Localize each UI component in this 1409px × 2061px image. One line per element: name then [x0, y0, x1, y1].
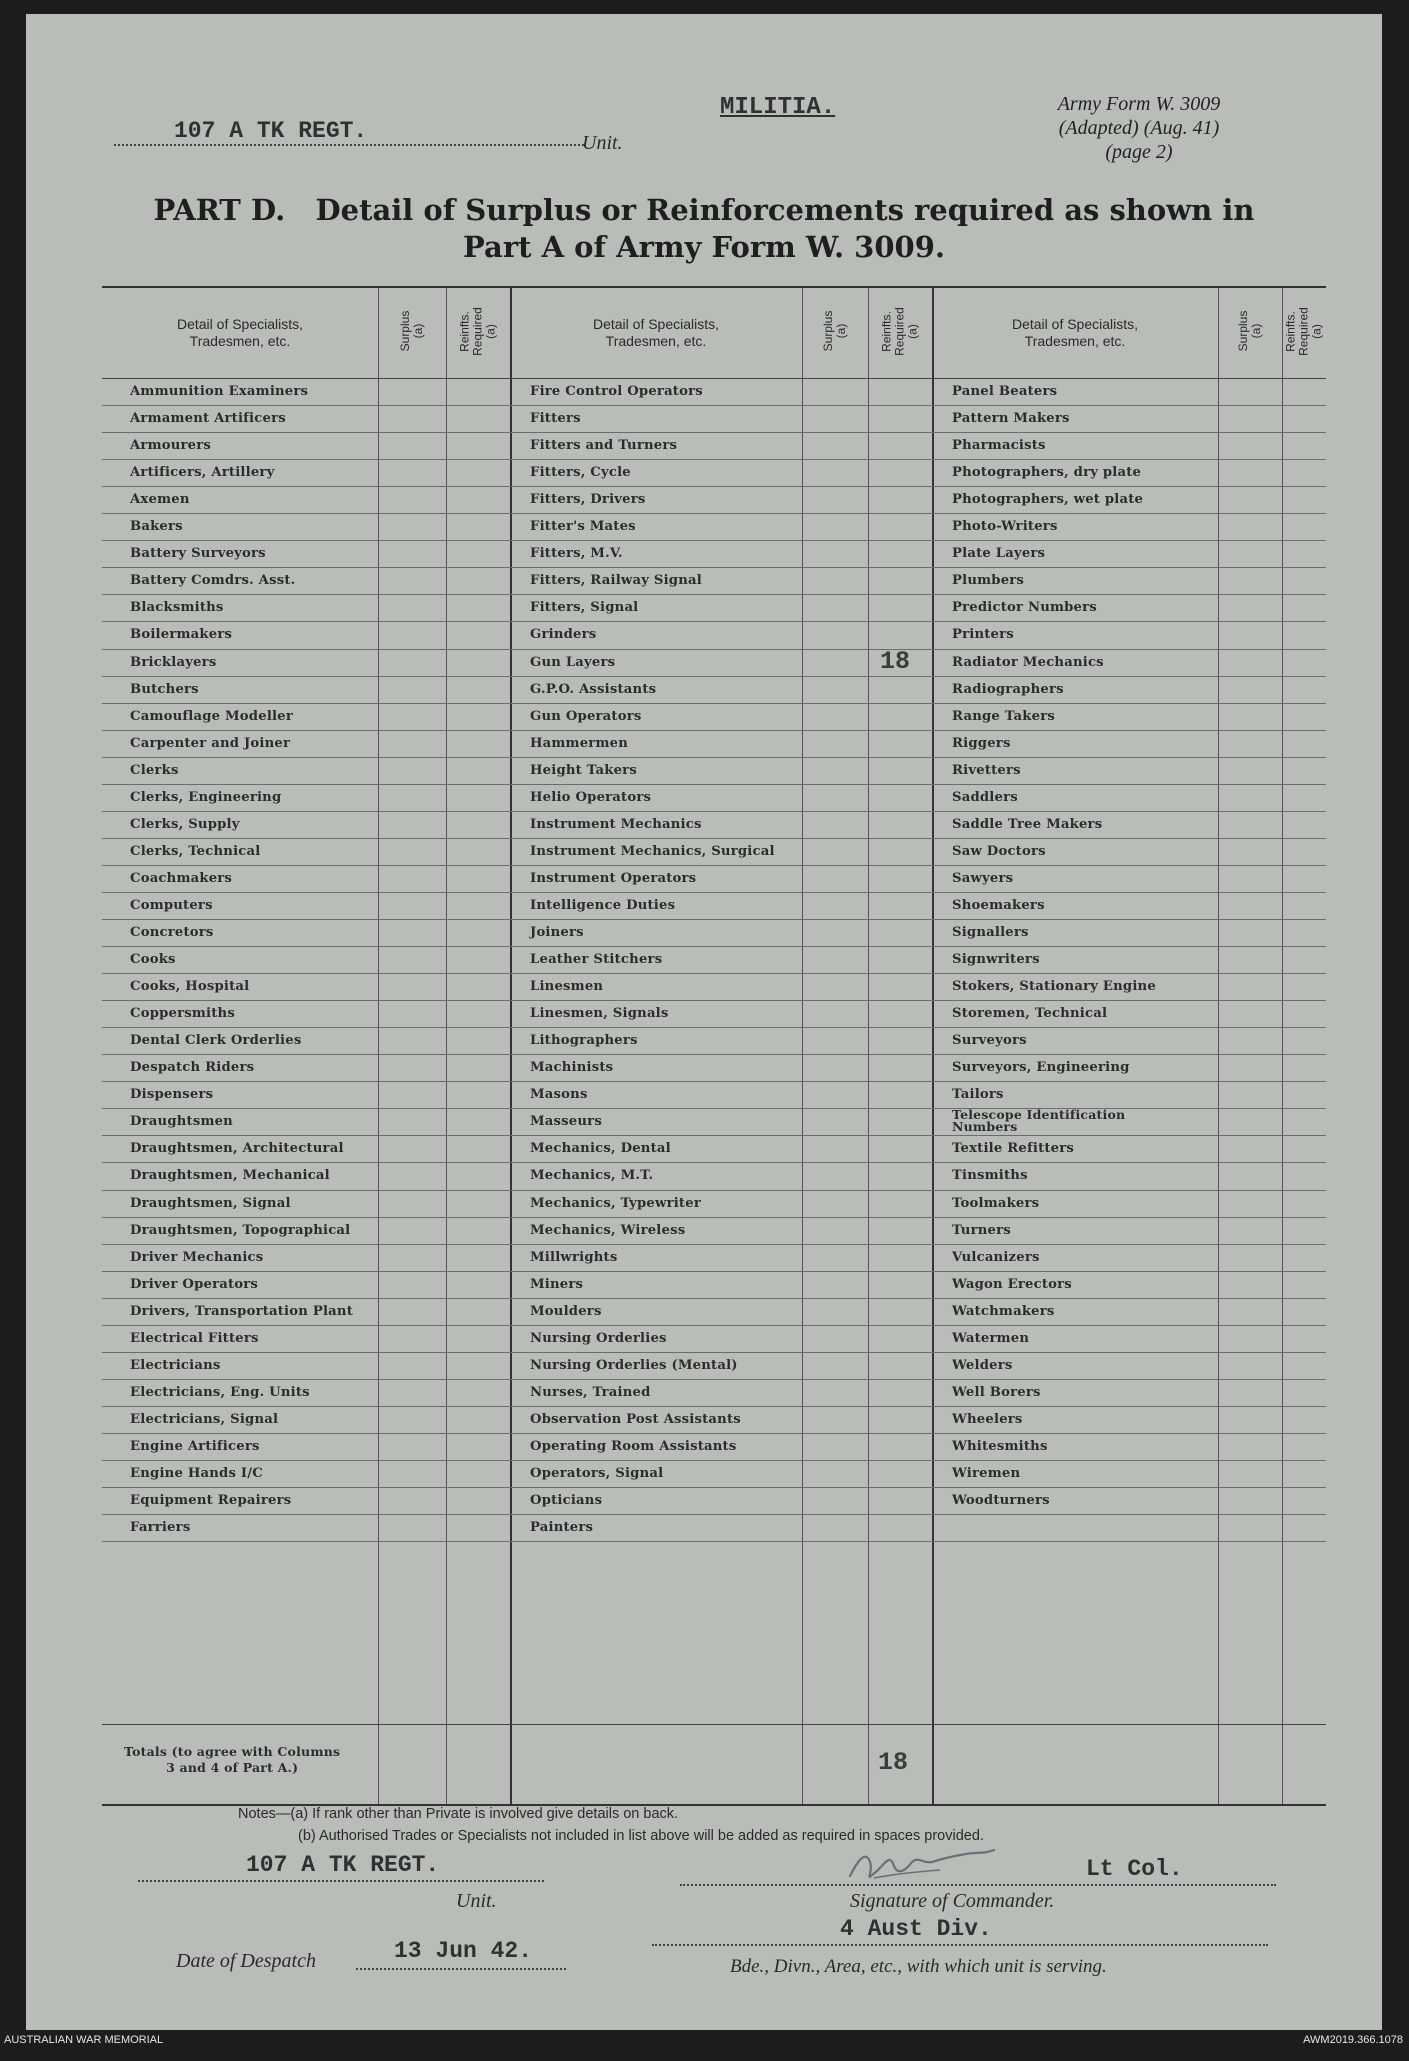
militia-stamp: MILITIA.	[720, 94, 836, 121]
unit-underline	[114, 144, 584, 146]
row-divider	[102, 513, 1326, 514]
column-header-surplus: Surplus (a)	[821, 310, 848, 352]
trade-name: Moulders	[530, 1303, 602, 1319]
trade-name: Battery Surveyors	[130, 546, 266, 562]
formation-label: Bde., Divn., Area, etc., with which unit is serving.	[730, 1956, 1107, 1977]
form-reference	[1014, 92, 1264, 164]
trade-name: Machinists	[530, 1060, 614, 1076]
signature-label: Signature of Commander.	[850, 1890, 1055, 1912]
row-divider	[102, 730, 1326, 731]
page-title	[26, 192, 1382, 266]
trade-name: Instrument Mechanics	[530, 816, 702, 832]
column-header-reinfts: Reinfts. Required (a)	[879, 307, 920, 356]
trade-name: Stokers, Stationary Engine	[952, 979, 1156, 995]
title-line-2: Part A of Army Form W. 3009.	[463, 230, 945, 264]
footer-unit-label: Unit.	[456, 1890, 497, 1912]
trade-name: Fitters, Cycle	[530, 465, 631, 481]
trade-name: Printers	[952, 627, 1014, 643]
column-header-reinfts: Reinfts. Required (a)	[457, 307, 498, 356]
trade-name: Fitters, Signal	[530, 600, 639, 616]
row-divider	[102, 1298, 1326, 1299]
trade-name: Watchmakers	[952, 1303, 1055, 1319]
column-divider	[446, 288, 447, 1804]
trade-name: Lithographers	[530, 1033, 638, 1049]
trade-name: Hammermen	[530, 735, 628, 751]
trade-name: Toolmakers	[952, 1195, 1040, 1211]
trade-name: Tinsmiths	[952, 1168, 1028, 1184]
trade-name: Draughtsmen, Architectural	[130, 1141, 344, 1157]
trade-name: Fitters, Railway Signal	[530, 573, 702, 589]
trade-name: Bakers	[130, 519, 183, 535]
unit-label: Unit.	[582, 132, 623, 154]
trade-name: Draughtsmen	[130, 1114, 233, 1130]
trade-name: Radiographers	[952, 681, 1064, 697]
trade-name: Concretors	[130, 925, 214, 940]
trade-name: Carpenter and Joiner	[130, 735, 291, 751]
row-divider	[102, 594, 1326, 595]
trade-name: Fitters, M.V.	[530, 546, 623, 562]
trade-name: Photographers, dry plate	[952, 465, 1142, 481]
trade-name: Blacksmiths	[130, 600, 224, 616]
totals-divider	[102, 1724, 1326, 1725]
trade-name: Joiners	[530, 925, 584, 940]
column-header-detail: Detail of Specialists, Tradesmen, etc.	[176, 316, 304, 349]
row-divider	[102, 567, 1326, 568]
trade-name: Saddle Tree Makers	[952, 816, 1103, 832]
trade-name: Artificers, Artillery	[130, 465, 275, 481]
despatch-value: 13 Jun 42.	[394, 1938, 533, 1964]
trade-name: Drivers, Transportation Plant	[130, 1303, 353, 1319]
row-divider	[102, 973, 1326, 974]
column-divider	[1282, 288, 1283, 1804]
trade-name: Nursing Orderlies	[530, 1330, 667, 1346]
trade-name: Surveyors, Engineering	[952, 1060, 1130, 1076]
row-divider	[102, 1541, 1326, 1542]
trade-name: Telescope Identification Numbers	[952, 1107, 1126, 1135]
column-divider	[868, 288, 869, 1804]
trade-name: Farriers	[130, 1520, 191, 1536]
trade-name: Wheelers	[952, 1411, 1023, 1427]
trade-name: Linesmen, Signals	[530, 1006, 669, 1022]
trade-name: Wiremen	[952, 1466, 1021, 1481]
trade-name: Nurses, Trained	[530, 1384, 651, 1400]
trade-name: Shoemakers	[952, 897, 1045, 913]
column-header-detail: Detail of Specialists, Tradesmen, etc.	[1011, 316, 1139, 349]
trade-name: Electrical Fitters	[130, 1330, 259, 1346]
column-header-detail: Detail of Specialists, Tradesmen, etc.	[592, 316, 720, 349]
row-divider	[102, 1406, 1326, 1407]
trade-name: Engine Hands I/C	[130, 1466, 263, 1481]
row-divider	[102, 649, 1326, 650]
trade-name: Coppersmiths	[130, 1006, 235, 1022]
trade-name: Armourers	[130, 438, 212, 454]
trade-name: Electricians, Signal	[130, 1411, 279, 1427]
trade-name: Millwrights	[530, 1249, 618, 1265]
formation-value: 4 Aust Div.	[840, 1916, 992, 1942]
despatch-underline	[356, 1968, 566, 1970]
trade-name: Mechanics, Typewriter	[530, 1195, 701, 1211]
column-divider	[802, 288, 803, 1804]
row-divider	[102, 1162, 1326, 1163]
despatch-label: Date of Despatch	[176, 1950, 316, 1972]
trade-name: Armament Artificers	[130, 411, 286, 427]
trade-name: Rivetters	[952, 762, 1021, 778]
trade-name: Fitters and Turners	[530, 438, 678, 454]
form-ref-line-2: (Adapted) (Aug. 41)	[1058, 117, 1220, 139]
trade-name: Gun Layers	[530, 654, 616, 670]
trade-name: Textile Refitters	[952, 1141, 1075, 1157]
row-divider	[102, 540, 1326, 541]
trade-name: Helio Operators	[530, 789, 652, 805]
row-divider	[102, 1352, 1326, 1353]
column-divider	[378, 288, 379, 1804]
trade-name: Watermen	[952, 1330, 1030, 1346]
trade-name: Bricklayers	[130, 654, 217, 670]
trade-name: Vulcanizers	[952, 1249, 1040, 1265]
trade-name: Photographers, wet plate	[952, 492, 1144, 508]
column-header-surplus: Surplus (a)	[1236, 310, 1263, 352]
row-divider	[102, 1217, 1326, 1218]
row-divider	[102, 432, 1326, 433]
column-header-reinfts: Reinfts. Required (a)	[1283, 307, 1324, 356]
row-divider	[102, 757, 1326, 758]
trade-name: Fitters, Drivers	[530, 492, 646, 508]
row-divider	[102, 1135, 1326, 1136]
column-divider	[510, 288, 512, 1804]
trade-name: Cooks	[130, 952, 176, 968]
row-divider	[102, 811, 1326, 812]
gun-layers-reinfts: 18	[880, 646, 911, 676]
trade-name: Electricians	[130, 1357, 221, 1373]
trade-name: Photo-Writers	[952, 519, 1058, 535]
trade-name: Fitter's Mates	[530, 519, 636, 535]
trade-name: Tailors	[952, 1087, 1004, 1103]
trade-name: Miners	[530, 1276, 584, 1292]
commander-rank: Lt Col.	[1086, 1856, 1183, 1882]
row-divider	[102, 919, 1326, 920]
trade-name: Computers	[130, 897, 213, 913]
trade-name: Welders	[952, 1357, 1013, 1373]
row-divider	[102, 621, 1326, 622]
trade-name: Clerks, Technical	[130, 843, 261, 859]
trade-name: Observation Post Assistants	[530, 1411, 741, 1427]
row-divider	[102, 1433, 1326, 1434]
trade-name: Draughtsmen, Signal	[130, 1195, 291, 1211]
trade-name: Axemen	[130, 492, 190, 508]
trade-name: Opticians	[530, 1493, 603, 1509]
trade-name: Draughtsmen, Mechanical	[130, 1168, 330, 1184]
row-divider	[102, 1379, 1326, 1380]
trade-name: Panel Beaters	[952, 384, 1058, 399]
note-b: (b) Authorised Trades or Specialists not included in list above will be added as required in spaces provided.	[298, 1828, 984, 1844]
trade-name: Pattern Makers	[952, 411, 1070, 427]
trade-name: Radiator Mechanics	[952, 654, 1104, 670]
row-divider	[102, 1325, 1326, 1326]
trade-name: Clerks, Engineering	[130, 789, 282, 805]
trade-name: Riggers	[952, 735, 1011, 751]
trade-name: Nursing Orderlies (Mental)	[530, 1357, 738, 1373]
trade-name: Woodturners	[952, 1493, 1050, 1509]
trade-name: Fire Control Operators	[530, 384, 703, 399]
trade-name: Masons	[530, 1087, 588, 1103]
formation-underline	[652, 1944, 1268, 1946]
trade-name: Signwriters	[952, 952, 1040, 968]
totals-label: Totals (to agree with Columns 3 and 4 of Part A.)	[124, 1744, 341, 1775]
trade-name: Pharmacists	[952, 438, 1046, 454]
trade-name: Instrument Mechanics, Surgical	[530, 843, 775, 859]
row-divider	[102, 784, 1326, 785]
trade-name: Mechanics, M.T.	[530, 1168, 654, 1184]
form-ref-line-1: Army Form W. 3009	[1057, 93, 1221, 115]
row-divider	[102, 892, 1326, 893]
trade-name: Draughtsmen, Topographical	[130, 1222, 351, 1238]
trade-name: Storemen, Technical	[952, 1006, 1108, 1022]
trade-name: Linesmen	[530, 979, 604, 995]
row-divider	[102, 1244, 1326, 1245]
trade-name: Despatch Riders	[130, 1060, 255, 1076]
trade-name: Height Takers	[530, 762, 637, 778]
row-divider	[102, 1081, 1326, 1082]
row-divider	[102, 405, 1326, 406]
trade-name: Well Borers	[952, 1384, 1041, 1400]
trade-name: Operating Room Assistants	[530, 1438, 737, 1454]
footer-unit-underline	[138, 1880, 544, 1882]
trade-name: Driver Mechanics	[130, 1249, 264, 1265]
trade-name: Mechanics, Wireless	[530, 1222, 686, 1238]
row-divider	[102, 1027, 1326, 1028]
form-sheet	[26, 14, 1382, 2030]
row-divider	[102, 703, 1326, 704]
trade-name: Cooks, Hospital	[130, 979, 250, 995]
row-divider	[102, 1460, 1326, 1461]
row-divider	[102, 459, 1326, 460]
column-divider	[1218, 288, 1219, 1804]
trade-name: Clerks	[130, 762, 179, 778]
trade-name: Sawyers	[952, 870, 1014, 886]
trade-name: Fitters	[530, 411, 581, 427]
trade-name: Leather Stitchers	[530, 952, 663, 968]
row-divider	[102, 1000, 1326, 1001]
trade-name: Painters	[530, 1520, 594, 1536]
trade-name: Butchers	[130, 681, 199, 697]
trade-name: Mechanics, Dental	[530, 1141, 671, 1157]
trade-name: Plumbers	[952, 573, 1025, 589]
title-line-1: PART D. Detail of Surplus or Reinforcements required as shown in	[153, 193, 1255, 227]
trade-name: Whitesmiths	[952, 1438, 1048, 1454]
footer-unit-value: 107 A TK REGT.	[246, 1852, 440, 1878]
trade-name: Signallers	[952, 925, 1029, 940]
trade-name: Saddlers	[952, 789, 1018, 805]
trade-name: Dispensers	[130, 1087, 214, 1103]
row-divider	[102, 1514, 1326, 1515]
row-divider	[102, 1190, 1326, 1191]
credit-right: AWM2019.366.1078	[1303, 2034, 1403, 2046]
trade-name: Equipment Repairers	[130, 1493, 292, 1509]
row-divider	[102, 486, 1326, 487]
row-divider	[102, 865, 1326, 866]
trade-name: Battery Comdrs. Asst.	[130, 573, 296, 589]
signature-underline	[680, 1884, 1276, 1886]
commander-signature	[844, 1840, 1004, 1890]
trade-name: Grinders	[530, 627, 597, 643]
column-header-surplus: Surplus (a)	[398, 310, 425, 352]
row-divider	[102, 1271, 1326, 1272]
row-divider	[102, 1054, 1326, 1055]
credit-left: AUSTRALIAN WAR MEMORIAL	[4, 2034, 164, 2046]
specialists-table	[102, 286, 1326, 1806]
column-divider	[932, 288, 934, 1804]
trade-name: Wagon Erectors	[952, 1276, 1072, 1292]
trade-name: Range Takers	[952, 708, 1055, 724]
trade-name: Predictor Numbers	[952, 600, 1097, 616]
trade-name: Clerks, Supply	[130, 816, 240, 832]
totals-reinfts: 18	[878, 1748, 909, 1777]
row-divider	[102, 1487, 1326, 1488]
trade-name: Driver Operators	[130, 1276, 259, 1292]
note-a: Notes—(a) If rank other than Private is involved give details on back.	[238, 1806, 679, 1822]
unit-value: 107 A TK REGT.	[174, 118, 368, 144]
row-divider	[102, 1108, 1326, 1109]
trade-name: Operators, Signal	[530, 1466, 664, 1481]
trade-name: Engine Artificers	[130, 1438, 260, 1454]
trade-name: Instrument Operators	[530, 870, 697, 886]
trade-name: Intelligence Duties	[530, 897, 676, 913]
trade-name: Saw Doctors	[952, 843, 1046, 859]
trade-name: Ammunition Examiners	[130, 384, 309, 399]
trade-name: Electricians, Eng. Units	[130, 1384, 310, 1400]
row-divider	[102, 676, 1326, 677]
row-divider	[102, 838, 1326, 839]
trade-name: Camouflage Modeller	[130, 708, 293, 724]
trade-name: Boilermakers	[130, 627, 233, 643]
trade-name: Dental Clerk Orderlies	[130, 1033, 302, 1049]
trade-name: Turners	[952, 1222, 1011, 1238]
trade-name: Masseurs	[530, 1114, 602, 1130]
form-ref-line-3: (page 2)	[1105, 141, 1173, 163]
trade-name: Surveyors	[952, 1033, 1027, 1049]
header-divider	[102, 378, 1326, 379]
trade-name: Plate Layers	[952, 546, 1046, 562]
trade-name: G.P.O. Assistants	[530, 681, 657, 697]
trade-name: Coachmakers	[130, 870, 233, 886]
trade-name: Gun Operators	[530, 708, 642, 724]
row-divider	[102, 946, 1326, 947]
